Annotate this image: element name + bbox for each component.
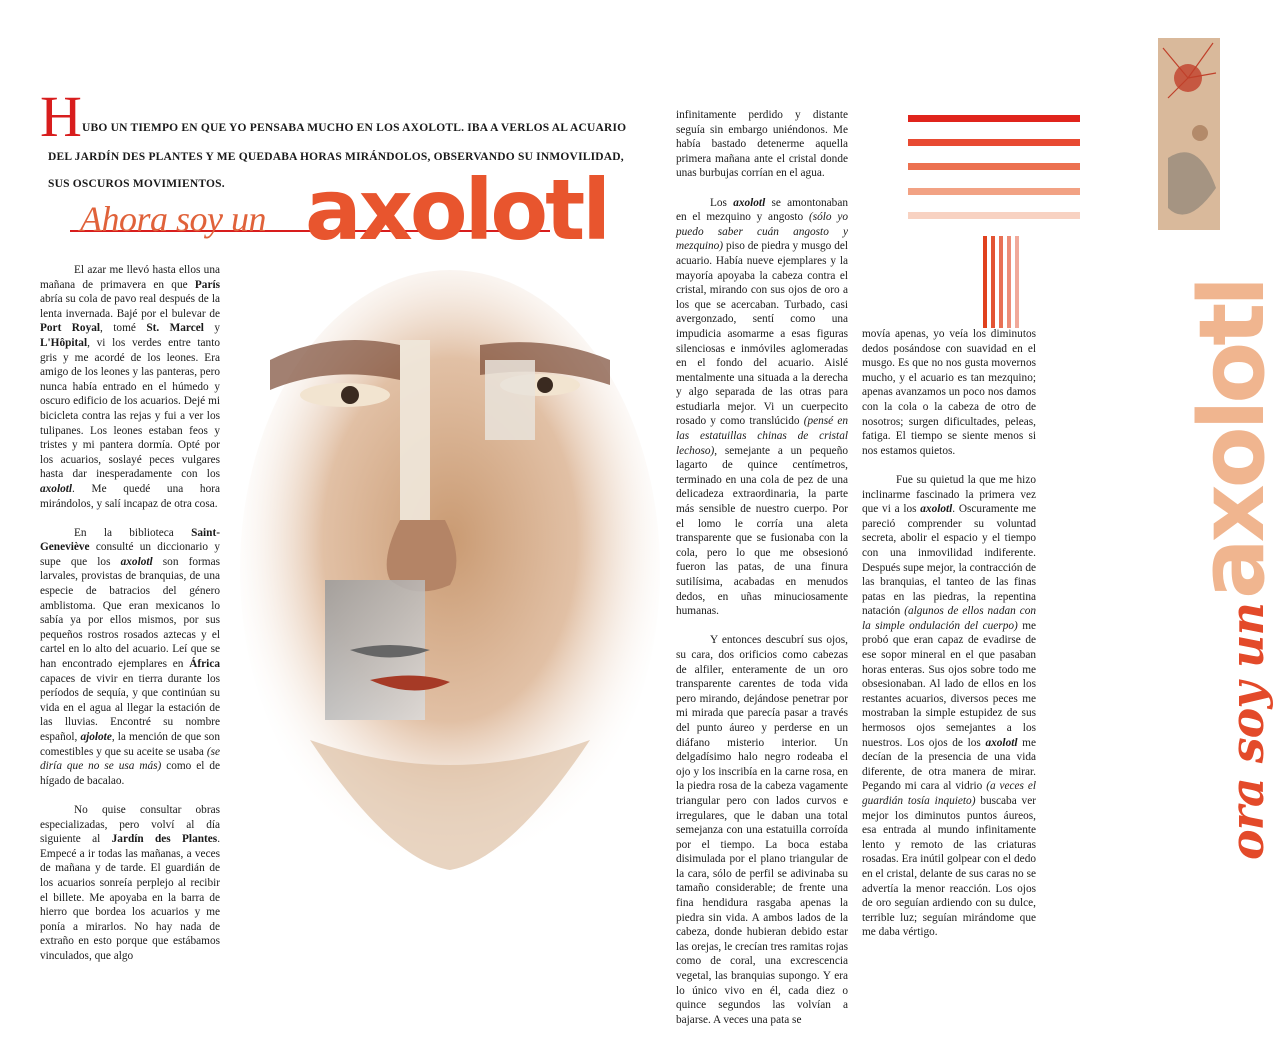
intro-line-2: DEL JARDÍN DES PLANTES Y ME QUEDABA HORAS MIRÁNDOLOS, OBSERVANDO SU INMOVILIDAD,: [48, 151, 624, 163]
stripe: [991, 236, 995, 328]
intro-line-1: UBO UN TIEMPO EN QUE YO PENSABA MUCHO EN LOS AXOLOTL. IBA A VERLOS AL ACUARIO: [82, 122, 627, 134]
stripe: [999, 236, 1003, 328]
stripe: [1007, 236, 1011, 328]
stripe: [908, 212, 1080, 219]
column-1: El azar me llevó hasta ellos una mañana de primavera en que París abría su cola de pavo real después de la lenta invernada. Bajé por el bulevar de Port Royal, tomé St. Marcel y L'Hôpital, vi los verdes entre tanto gris y me acordé de los leones. Era amigo de los leones y las panteras, pero nunca había entrado en el húmedo y oscuro edificio de los acuarios. Dejé mi bicicleta contra las rejas y fui a ver los tulipanes. Los leones estaban feos y tristes y mi pantera dormía. Opté por los acuarios, soslayé peces vulgares hasta dar inesperadamente con los axolotl. Me quedé una hora mirándolos, y salí incapaz de otra cosa. En la biblioteca Saint-Geneviève consulté un diccionario y supe que los axolotl son formas larvales, provistas de branquias, de una especie de batracios del género amblistoma. Que eran mexicanos lo sabía ya por ellos mismos, por sus pequeños rostros rosados aztecas y el cartel en lo alto del acuario. Leí que se han encontrado ejemplares en África capaces de vivir en tierra durante los períodos de sequía, y que continúan su vida en el agua al llegar la estación de las lluvias. Encontré su nombre español, ajolote, la mención de que son comestibles y que su aceite se usaba (se diría que no se usa más) como el de hígado de bacalao. No quise consultar obras especializadas, pero volví al día siguiente al Jardín des Plantes. Empecé a ir todas las mañanas, a veces de mañana y de tarde. El guardián de los acuarios sonreía perplejo al recibir el billete. Me apoyaba en la barra de hierro que bordea los acuarios y me ponía a mirarlos. No hay nada de extraño en esto porque que estábamos vinculados, que algo: [40, 264, 221, 962]
stripe: [1015, 236, 1019, 328]
stripe: [908, 188, 1080, 195]
decorative-image: [1158, 38, 1220, 230]
face-illustration: [250, 320, 670, 880]
stripe: [983, 236, 987, 328]
title-part-2: axolotl: [305, 161, 609, 259]
drop-cap: H: [40, 84, 83, 149]
stripe: [908, 163, 1080, 170]
vertical-title: [1180, 280, 1285, 860]
vertical-title-part-2: axolotl: [1180, 279, 1285, 600]
title-part-1: Ahora soy un: [80, 199, 266, 239]
vertical-title-part-1: ora soy un: [1220, 603, 1274, 860]
stripe: [908, 139, 1080, 146]
intro-line-3: SUS OSCUROS MOVIMIENTOS.: [48, 178, 225, 190]
stripe: [908, 115, 1080, 122]
column-3: movía apenas, yo veía los diminutos dedos posándose con suavidad en el musgo. Es que no nos gusta movernos mucho, y el acuario es tan mezquino; apenas avanzamos un poco nos damos con la cola o la cabeza de otro de nosotros; surgen dificultades, peleas, fatiga. El tiempo se siente menos si nos estamos quietos. Fue su quietud la que me hizo inclinarme fascinado la primera vez que vi a los axolotl. Oscuramente me pareció comprender su voluntad secreta, abolir el espacio y el tiempo con una inmovilidad indiferente. Después supe mejor, la contracción de las branquias, el tanteo de las finas patas en las piedras, la repentina natación (algunos de ellos nadan con la simple ondulación del cuerpo) me probó que eran capaz de evadirse de ese sopor mineral en el que pasaban horas enteras. Sus ojos sobre todo me obsesionaban. Al lado de ellos en los restantes acuarios, diversos peces me mostraban la simple estupidez de sus hermosos ojos semejantes a los nuestros. Los ojos de los axolotl me decían de la presencia de una vida diferente, de otra manera de mirar. Pegando mi cara al vidrio (a veces el guardián tosía inquieto) buscaba ver mejor los diminutos puntos áureos, esa entrada al mundo infinitamente lento y remoto de las criaturas rosadas. Era inútil golpear con el dedo en el cristal, delante de sus caras no se advertía la menor reacción. Los ojos de oro seguían ardiendo con su dulce, terrible luz; seguían mirándome que me daba vértigo.: [862, 328, 1037, 939]
column-2: infinitamente perdido y distante seguía sin embargo uniéndonos. Me había bastado detenerme aquella primera mañana ante el cristal donde unas burbujas corrían en el agua. Los axolotl se amontonaban en el mezquino y angosto (sólo yo puedo saber cuán angosto y mezquino) piso de piedra y musgo del acuario. Había nueve ejemplares y la mayoría apoyaba la cabeza contra el cristal, mirando con sus ojos de oro a los que se acercaban. Turbado, casi avergonzado, sentí como una impudicia asomarme a esas figuras silenciosas e inmóviles aglomeradas en el fondo del acuario. Aislé mentalmente una situada a la derecha y algo separada de las otras para estudiarla mejor. Vi un cuerpecito rosado y como translúcido (pensé en las estatuillas chinas de cristal lechoso), semejante a un pequeño lagarto de quince centímetros, terminado en una cola de pez de una delicadeza extraordinaria, la parte más sensible de nuestro cuerpo. Por el lomo le corría una aleta transparente que se fusionaba con la cola, pero lo que me obsesionó fueron las patas, de una finura sutilísima, acabadas en menudos dedos, en uñas minuciosamente humanas. Y entonces descubrí sus ojos, su cara, dos orificios como cabezas de alfiler, enteramente de un oro transparente carentes de toda vida pero mirando, dejándose penetrar por mi mirada que parecía pasar a través del punto áureo y perderse en un diáfano misterio interior. Un delgadísimo halo negro rodeaba el ojo y los inscribía en la carne rosa, en la piedra rosa de la cabeza vagamente triangular pero con lados curvos e irregulares, que le daban una total semejanza con una estatuilla corroída por el tiempo. La boca estaba disimulada por el plano triangular de la cara, sólo de perfil se adivinaba su tamaño considerable; de frente una fina hendidura rasgaba apenas la piedra sin vida. A ambos lados de la cabeza, donde hubieran debido estar las orejas, le crecían tres ramitas rojas como de coral, una excrescencia vegetal, las branquias supongo. Y era lo único vivo en él, cada diez o quince segundos las volvían a bajarse. A veces una pata se: [676, 109, 848, 1026]
